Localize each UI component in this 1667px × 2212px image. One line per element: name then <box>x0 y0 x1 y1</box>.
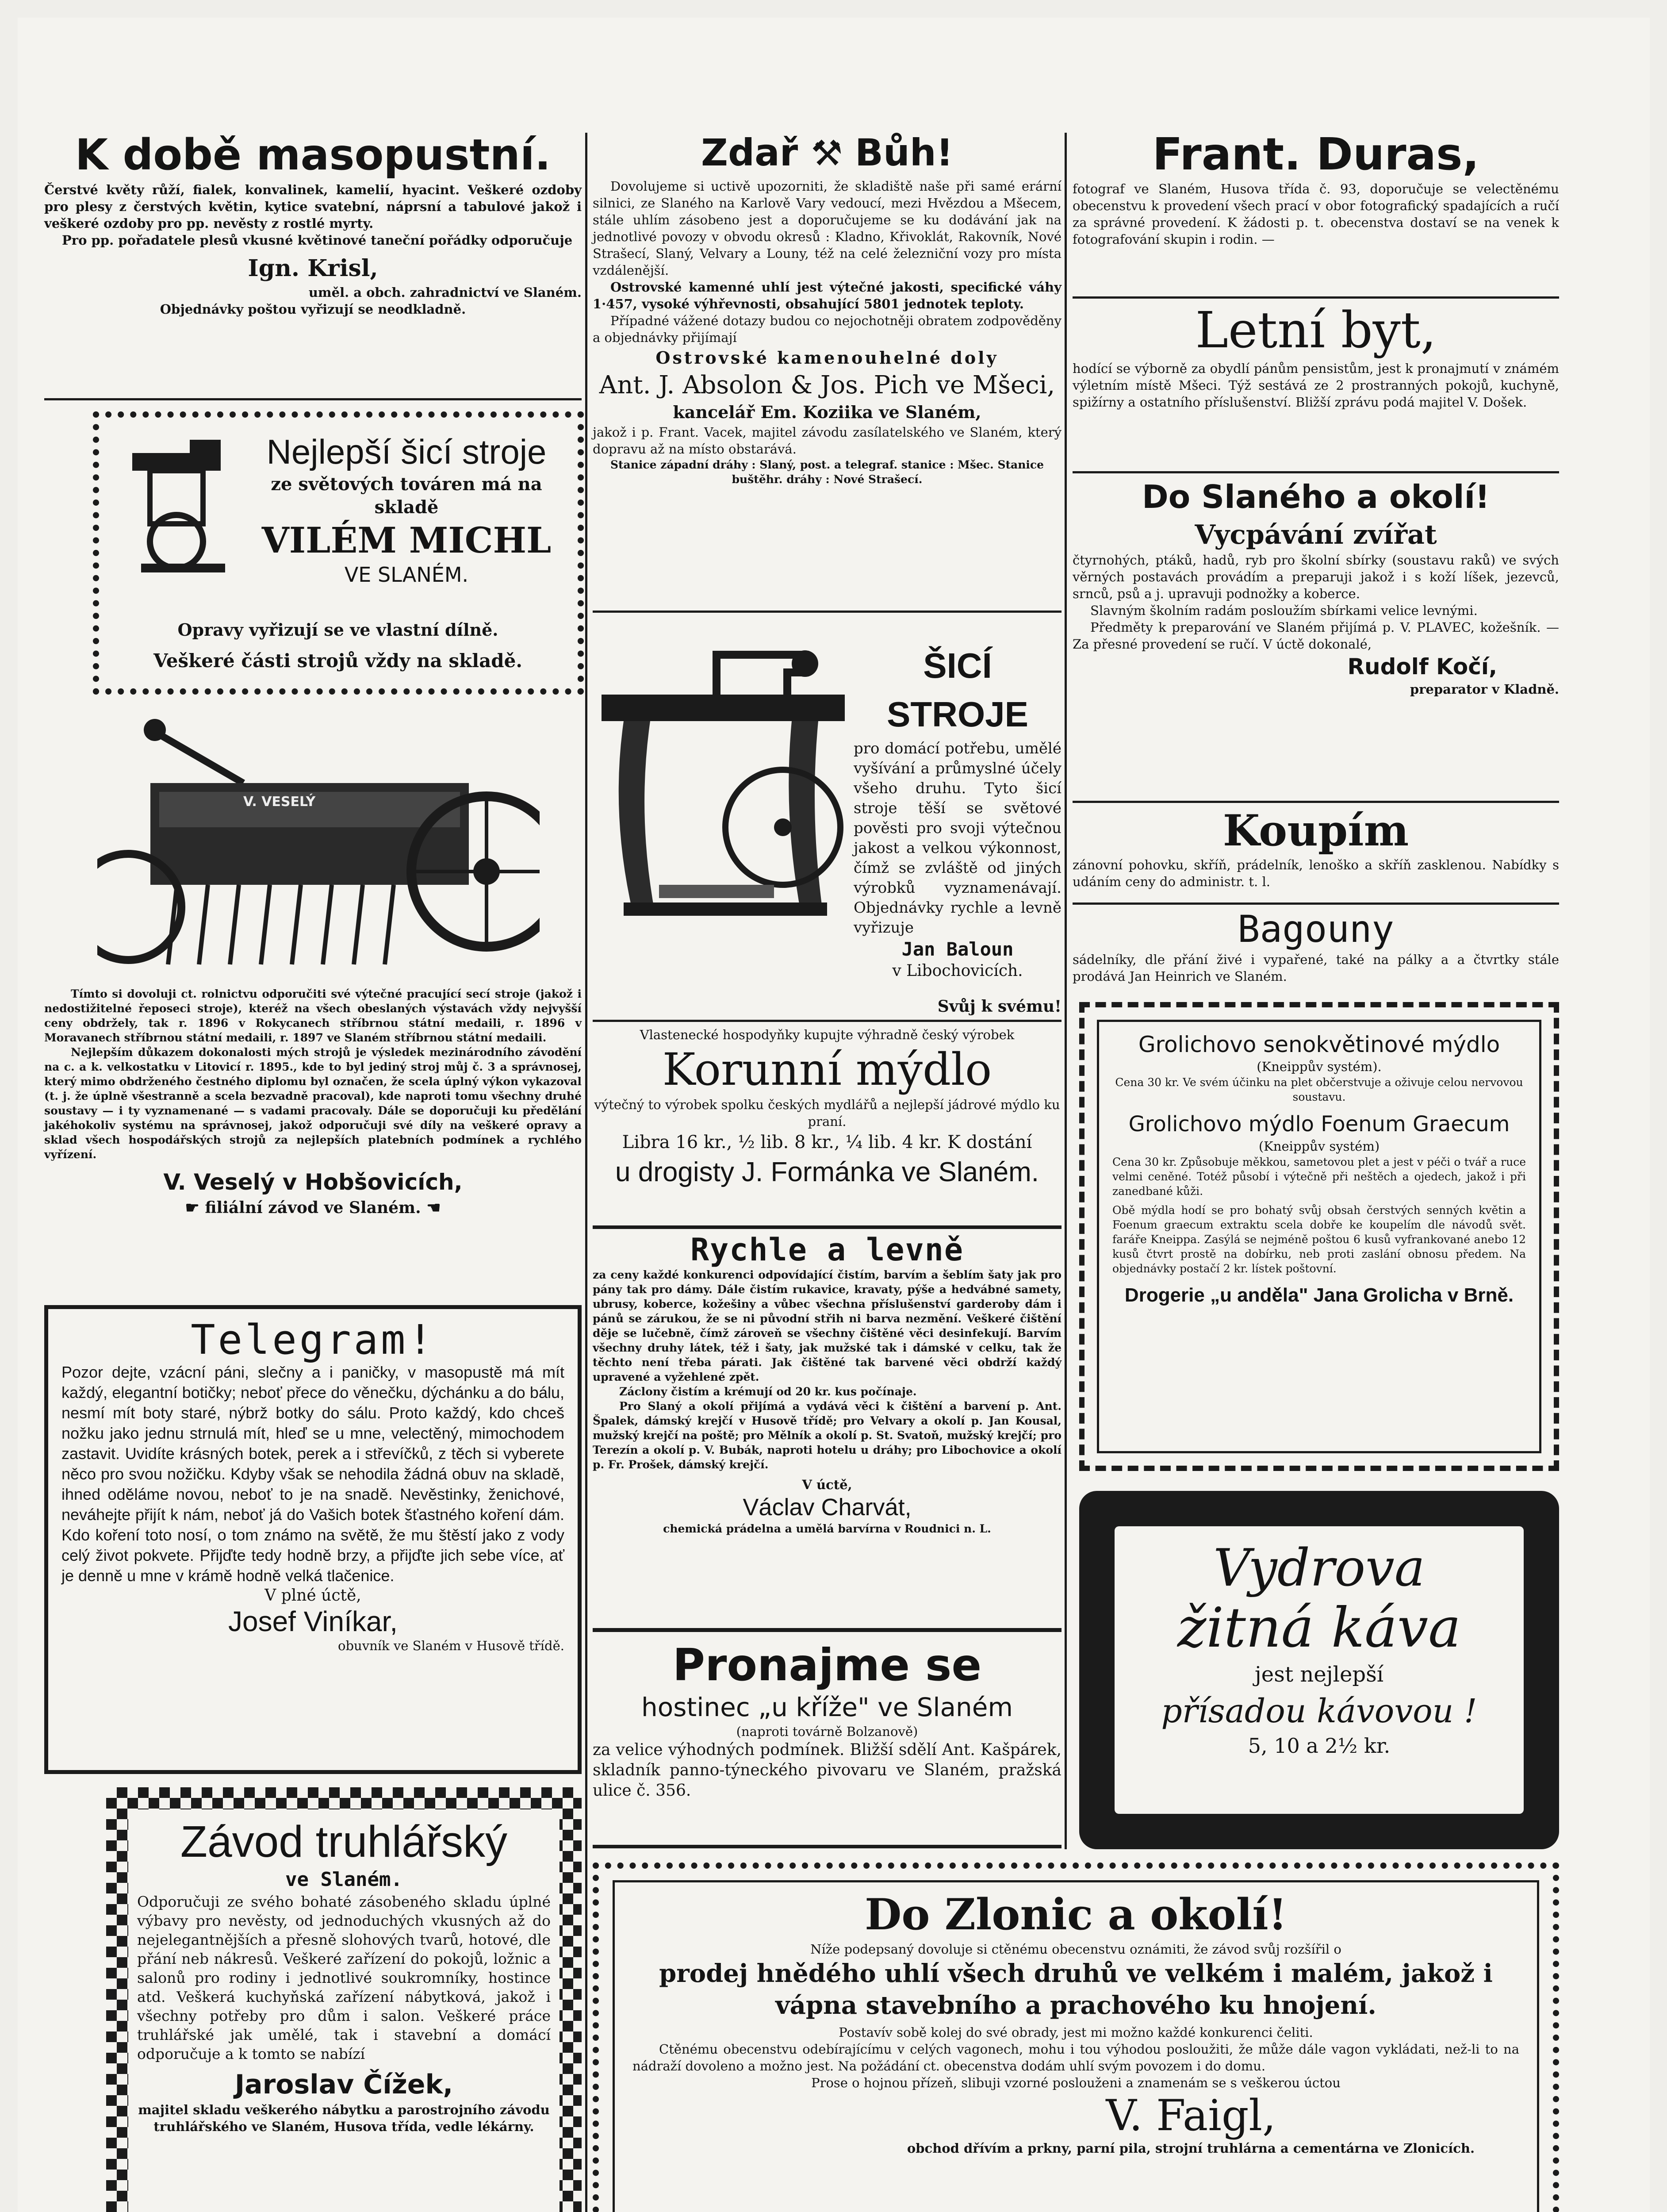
vesely-p2: Nejlepším důkazem dokonalosti mých strojů je výsledek mezinárodního závodění na c. a k. velkostatku v Litovicí r. 1895., kde to byl jediný stroj můj č. 3 a správnosej, který mimo obdrženého čestného diplomu byl označen, že scela úplný výkon vykazoval (t. j. že úplně všestranně a scela bezvadně pracoval), kde naproti tomu všechny druhé soustavy — i ty vyznamenané — s vadami pracovaly. Dále se doporučuji ku předělání jakéhokoliv systému na správnosej, jakož odporučuji své díly na veškeré opravy a sklad všech hospodářských strojů za nejlepších platebních podmínek a rychlého vyřízení. <box>44 1046 582 1161</box>
cizek-sub: majitel skladu veškerého nábytku a parostrojního závodu truhlářského ve Slaném, Husova třída, vedle lékárny. <box>138 2102 550 2134</box>
absolon-body: Dovolujeme si uctivě upozorniti, že skladiště naše při samé erární silnici, ze Slaného na Karlově Vary vedoucí, mezi Hvězdou a Mšecem, stále uhlím zásobeno jest a doporučujeme se ku dodávání jak na jednotlivé povozy v obvodu okresů : Kladno, Křivoklát, Rakovník, Nové Strašecí, Slaný, Velvary a Louny, též na celé železniční vozy pro místa vzdálenější. <box>593 179 1062 278</box>
masopust-title: K době masopustní. <box>75 130 551 180</box>
ad-masopust <box>44 128 582 318</box>
grolich-b2: Cena 30 kr. Způsobuje měkkou, sametovou plet a jest v péči o tvář a ruce velmi ceněné. Totéž působí i výtečně při neštěch a ojedech, jakož i při zanedbané kůži. <box>1112 1156 1526 1198</box>
ad-cizek <box>128 1809 559 2212</box>
absolon-agent: jakož i p. Frant. Vacek, majitel závodu zasílatelského ve Slaném, který dopravu až na místo obstarává. <box>593 425 1062 457</box>
michl-name: VILÉM MICHL <box>261 519 552 561</box>
absolon-body2: Ostrovské kamenné uhlí jest výtečné jakosti, specifické váhy 1·457, vysoké výhřevnosti, obsahující 5801 jednotek teploty. <box>593 280 1062 311</box>
absolon-title-right: Bůh! <box>855 131 953 174</box>
mydlo-price: Libra 16 kr., ½ lib. 8 kr., ¼ lib. 4 kr. K dostání <box>622 1132 1032 1152</box>
kasparek-title: Pronajme se <box>672 1639 982 1691</box>
crossed-hammers-icon: ⚒ <box>811 133 855 174</box>
kasparek-line1: hostinec „u kříže" ve Slaném <box>641 1692 1013 1722</box>
absolon-title-left: Zdař <box>701 131 798 174</box>
grolich-b1: Cena 30 kr. Ve svém účinku na plet občerstvuje a oživuje celou nervovou soustavu. <box>1115 1076 1523 1103</box>
kava-l5: 5, 10 a 2½ kr. <box>1248 1734 1391 1758</box>
baloun-body: pro domácí potřebu, umělé vyšívání a průmyslné účely všeho druhu. Tyto šicí stroje těší se světové pověsti pro svoji výtečnou jakost a velkou výkonnost, čímž se zvláště od jiných výrobků vyznamenávají. Objednávky rychle a levně vyřizuje <box>854 740 1062 937</box>
masopust-body: Čerstvé květy růží, fialek, konvalinek, kamelií, hyacint. Veškeré ozdoby pro plesy z čerstvých květin, kytice svatební, náprsní a tabulové jakož i veškeré ozdoby pro pp. nevěsty z rostlé myrty. <box>44 182 582 231</box>
duras-body: fotograf ve Slaném, Husova třída č. 93, doporučuje se velectěnému obecenstvu k provedení všech prací v obor fotografický spadajících a ručí za správné provedení. K žádosti p. t. obecenstva dostaví se na venek k fotografování skupin i rodin. — <box>1073 181 1559 247</box>
charvat-body3: Pro Slaný a okolí přijímá a vydává věci k čištění a barvení p. Ant. Špalek, dámský krejčí v Husově třídě; pro Velvary a okolí p. Jan Kousal, mužský krejčí na poště; pro Mělník a okolí p. St. Svatoň, mužský krejčí; pro Terezín a okolí p. V. Bubák, naproti hotelu u dráhy; pro Libochovice a okolí p. Fr. Prošek, dámský krejčí. <box>593 1400 1062 1471</box>
faigl-big: prodej hnědého uhlí všech druhů ve velkém i malém, jakož i vápna stavebního a prachového ku hnojení. <box>659 1959 1493 2020</box>
charvat-body: za ceny každé konkurenci odpovídající čistím, barvím a šeblím šaty jak pro pány tak pro dámy. Dále čistím rukavice, kravaty, pýše a hedvábné samety, ubrusy, koberce, kožešiny a vůbec všechna příslušenství garderoby dám i pánů se zárukou, že se ni původní střih ni barva nezmění. Veškeré čištění děje se lučebně, čímž zároveň se všechny čištěné věci desinfekují. Barvím všechny druhy látek, též i šaty, jak mužské tak i dámské v celku, tak že těchto není třeba párati. Jak čištěné tak barvené věci obdrží každý upravené a vyžehlené zpět. <box>593 1268 1062 1383</box>
cizek-place: ve Slaném. <box>285 1868 402 1891</box>
charvat-title: Rychle a levně <box>690 1232 964 1268</box>
michl-line4: Veškeré části strojů vždy na skladě. <box>153 650 522 672</box>
masopust-sub: uměl. a obch. zahradnictví ve Slaném. <box>308 285 582 300</box>
kava-l4: přísadou kávovou ! <box>1161 1692 1477 1730</box>
charvat-closing: V úctě, <box>802 1477 852 1492</box>
ad-koupim <box>1073 805 1559 890</box>
newspaper-page <box>18 18 1650 2212</box>
koci-sub2: preparator v Kladně. <box>1410 682 1559 697</box>
faigl-name: V. Faigl, <box>1106 2091 1276 2140</box>
grolich-t2: Grolichovo mýdlo Foenum Graecum <box>1128 1112 1510 1137</box>
seed-drill-illustration <box>97 708 540 982</box>
michl-line3: Opravy vyřizují se ve vlastní dílně. <box>177 620 498 640</box>
absolon-names: Ant. J. Absolon & Jos. Pich ve Mšeci, <box>599 371 1055 399</box>
koupim-title: Koupím <box>1222 806 1409 856</box>
absolon-body3: Případné vážené dotazy budou co nejochotněji obratem zodpověděny a objednávky přijímají <box>593 313 1062 345</box>
ad-grolich <box>1097 1020 1541 1453</box>
koci-name: Rudolf Kočí, <box>1347 654 1497 680</box>
faigl-title: Do Zlonic a okolí! <box>865 1889 1287 1939</box>
masopust-body2: Pro pp. pořadatele plesů vkusné květinové taneční pořádky odporučuje <box>62 233 573 248</box>
cizek-body: Odporučuji ze svého bohaté zásobeného skladu úplné výbavy pro nevěsty, od jednoduchých vkusných až do nejelegantnějších a přesně slohových tvarů, hotové, dle přání neb nákresů. Veškeré zařízení do pokojů, ložnic a salonů pro rodiny i jednotlivé soukromníky, hostince atd. Veškerá kuchyňská zařízení nábytková, jakož i všechny potřeby pro dům i salon. Veškeré práce truhlářské jak umělé, tak i stavební a domácí odporučuje a k tomto se nabízí <box>137 1893 551 2062</box>
byt-title: Letní byt, <box>1195 302 1437 359</box>
byt-body: hodící se výborně za obydlí pánům pensistům, jest k pronajmutí v známém výletním místě Mšeci. Týž sestává ze 2 prostranných pokojů, kuchyně, spižírny a ostatního příslušenství. Bližší zprávu podá majitel V. Došek. <box>1073 361 1559 410</box>
divider <box>1073 902 1559 905</box>
charvat-name: Václav Charvát, <box>743 1494 912 1521</box>
divider <box>1073 801 1559 803</box>
divider <box>593 1845 1062 1848</box>
cizek-title: Závod truhlářský <box>180 1817 508 1866</box>
faigl-p1: Postavív sobě kolej do své obrady, jest mi možno každé konkurenci čeliti. <box>839 2025 1313 2040</box>
mydlo-body: výtečný to výrobek spolku českých mydlářů a nejlepší jádrové mýdlo ku praní. <box>594 1097 1060 1129</box>
kava-l3: jest nejlepší <box>1254 1662 1384 1687</box>
charvat-sub: chemická prádelna a umělá barvírna v Roudnici n. L. <box>663 1522 991 1535</box>
telegram-closing: V plné úctě, <box>264 1586 361 1605</box>
divider <box>593 611 1062 613</box>
ad-charvat <box>593 1232 1062 1536</box>
kasparek-body: za velice výhodných podmínek. Bližší sdělí Ant. Kašpárek, skladník panno-týneckého pivovaru ve Slaném, pražská ulice č. 356. <box>593 1741 1062 1800</box>
ad-letni-byt <box>1073 301 1559 411</box>
faigl-p3: Prose o hojnou přízeň, slibuji vzorné poslouženi a znamenám se s veškerou úctou <box>811 2075 1341 2090</box>
kava-l2: žitná káva <box>1177 1596 1461 1660</box>
grolich-t1b: (Kneippův systém). <box>1257 1059 1382 1074</box>
faigl-p2: Ctěnému obecenstvu odebírajícímu v celých vagonech, mohu i tou výhodou posloužiti, že může dále vagon vykládati, než-li to na nádraží dovoleno a možno jest. Na požádání ct. obecenstva dodám uhlí svým povozem i do domu. <box>632 2042 1519 2074</box>
pointing-hand-icon: ☚ <box>421 1198 441 1217</box>
koci-title: Do Slaného a okolí! <box>1142 478 1490 515</box>
divider <box>1073 471 1559 473</box>
kava-l1: Vydrova <box>1213 1538 1425 1598</box>
baloun-motto: Svůj k svému! <box>937 997 1062 1016</box>
baloun-name: Jan Baloun <box>901 938 1014 960</box>
vesely-p1: Tímto si dovoluji ct. rolnictvu odporučiti své výtečné pracující secí stroje (jakož i nedostižitelné řeposeci stroje), kteréž na všech obeslaných výstavách vždy nejvyšší ceny obdržely, tak r. 1896 v Rokycanech stříbrnou státní medaili, r. 1896 v Moravanech stříbrnou státní medaili, r. 1897 ve Slaném stříbrnou státní medaili. <box>44 987 582 1044</box>
ad-kasparek <box>593 1639 1062 1801</box>
ad-telegram <box>44 1305 582 1774</box>
vesely-sub: ☛ filiální závod ve Slaném. ☚ <box>185 1198 441 1217</box>
michl-line1: Nejlepší šicí stroje <box>266 432 547 471</box>
cizek-name: Jaroslav Čížek, <box>234 2069 453 2100</box>
divider <box>44 398 582 400</box>
grolich-b3: Obě mýdla hodí se pro bohatý svůj obsah čerstvých senných květin a Foenum graecum extraktu scela dobře ke koupelím dle návodů svět. faráře Kneippa. Zasýlá se nejméně poštou 6 kusů vyfrankované anebo 12 kusů čtvrt prostě na dobírku, neb proti zaslání obnosu předem. Na objednávky postačí 2 kr. lístek poštovní. <box>1112 1204 1526 1275</box>
ad-duras <box>1073 128 1559 248</box>
koci-body3: Předměty k preparování ve Slaném přijímá p. V. PLAVEC, kožešník. — Za přesné provedení se ručí. V úctě dokonalé, <box>1073 620 1559 652</box>
treadle-sewing-machine-illustration <box>597 637 849 947</box>
telegram-name: Josef Viníkar, <box>228 1605 398 1637</box>
koupim-body: zánovní pohovku, skříň, prádelník, lenoško a skříň zasklenou. Nabídky s udáním ceny do administr. t. l. <box>1073 857 1559 889</box>
ad-vesely <box>44 987 582 1218</box>
pointing-hand-icon: ☛ <box>185 1198 205 1217</box>
sewing-machine-illustration <box>123 435 241 577</box>
telegram-title: Telegram! <box>191 1316 435 1363</box>
absolon-office: kancelář Em. Koziika ve Slaném, <box>673 402 981 422</box>
divider <box>1073 296 1559 299</box>
grolich-t2b: (Kneippův systém) <box>1258 1139 1380 1154</box>
ad-faigl <box>613 1880 1539 2212</box>
column-rule-right <box>1065 133 1067 1849</box>
koci-sub: Vycpávání zvířat <box>1195 519 1437 550</box>
baloun-place: v Libochovicích. <box>892 962 1023 980</box>
baloun-title: ŠICÍ STROJE <box>886 646 1029 734</box>
divider <box>593 1225 1062 1229</box>
ad-koci <box>1073 476 1559 698</box>
grolich-drog: Drogerie „u anděla" Jana Grolicha v Brně. <box>1124 1284 1514 1306</box>
vesely-name: V. Veselý v Hobšovicích, <box>163 1169 463 1195</box>
absolon-station: Stanice západní dráhy : Slaný, post. a telegraf. stanice : Mšec. Stanice buštěhr. dráhy : Nové Strašecí. <box>610 458 1044 486</box>
bagouny-body: sádelníky, dle přání živé i vypařené, také na pálky a a čtvrtky stále prodává Jan Heinrich ve Slaném. <box>1073 952 1559 984</box>
masopust-note: Objednávky poštou vyřizují se neodkladně. <box>160 302 466 317</box>
ad-baloun <box>854 641 1062 981</box>
faigl-intro: Níže podepsaný dovoluje si ctěnému obecenstvu oznámiti, že závod svůj rozšířil o <box>810 1942 1341 1957</box>
bagouny-title: Bagouny <box>1237 907 1394 951</box>
koci-body2: Slavným školním radám posloužím sbírkami velice levnými. <box>1090 603 1478 618</box>
michl-place: VE SLANÉM. <box>344 563 469 587</box>
machine-label: V. VESELÝ <box>243 794 316 810</box>
ad-mydlo <box>593 1026 1062 1190</box>
mydlo-where: u drogisty J. Formánka ve Slaném. <box>615 1157 1039 1187</box>
ad-kava <box>1115 1526 1524 1814</box>
ad-michl <box>93 411 584 695</box>
masopust-name: Ign. Krisl, <box>248 255 378 282</box>
telegram-sub: obuvník ve Slaném v Husově třídě. <box>338 1638 564 1653</box>
mydlo-intro: Vlastenecké hospodyňky kupujte výhradně český výrobek <box>640 1027 1015 1042</box>
column-rule-left <box>585 133 587 2212</box>
ad-absolon <box>593 128 1062 487</box>
absolon-firm: Ostrovské kamenouhelné doly <box>655 348 999 368</box>
duras-title: Frant. Duras, <box>1152 128 1479 180</box>
michl-line2: ze světových továren má na skladě <box>271 474 542 518</box>
kasparek-line2: (naproti továrně Bolzanově) <box>736 1724 918 1739</box>
divider <box>593 1628 1062 1632</box>
telegram-body: Pozor dejte, vzácní páni, slečny a i paničky, v masopustě má mít každý, elegantní botičky; neboť přece do věnečku, dýchánku a do bálu, nesmí mít boty staré, nýbrž botky do sálu. Proto každý, kdo chceš nožku jako jednu strnulá mít, hleď se u mne, velectěný, mimochodem zastavit. Uvidíte krásných botek, perek a i střevíčků, z těch si vyberete něco pro svou nožičku. Kdyby však se nehodila žádná obuv na skladě, ihned oděláme novou, neboť to je na snadě. Nevěstinky, ženichové, neváhejte přijít k nám, neboť já do Vašich botek šťastného koření dám. Kdo koření toto nosí, o tom známo na světě, že mu štěstí jako z vody celý život pokvete. Přijďte tedy hodně brzy, a přijďte jich sebe více, ať je denně u mne v krámě hodně velká tlačenice. <box>61 1363 564 1585</box>
ad-bagouny <box>1073 907 1559 985</box>
charvat-body2: Záclony čistím a krémují od 20 kr. kus počínaje. <box>619 1385 917 1398</box>
koci-body: čtyrnohých, ptáků, hadů, ryb pro školní sbírky (soustavu raků) ve svých věrných postavách provádím a preparuji jakož i s koží líšek, jezevců, srnců, psů a j. upravuji podnožky a koberce. <box>1073 553 1559 601</box>
grolich-t1: Grolichovo senokvětinové mýdlo <box>1138 1032 1500 1057</box>
faigl-sub: obchod dřívím a prkny, parní pila, strojní truhlárna a cementárna ve Zlonicích. <box>907 2141 1475 2156</box>
mydlo-title: Korunní mýdlo <box>662 1044 992 1095</box>
divider <box>593 1020 1062 1022</box>
